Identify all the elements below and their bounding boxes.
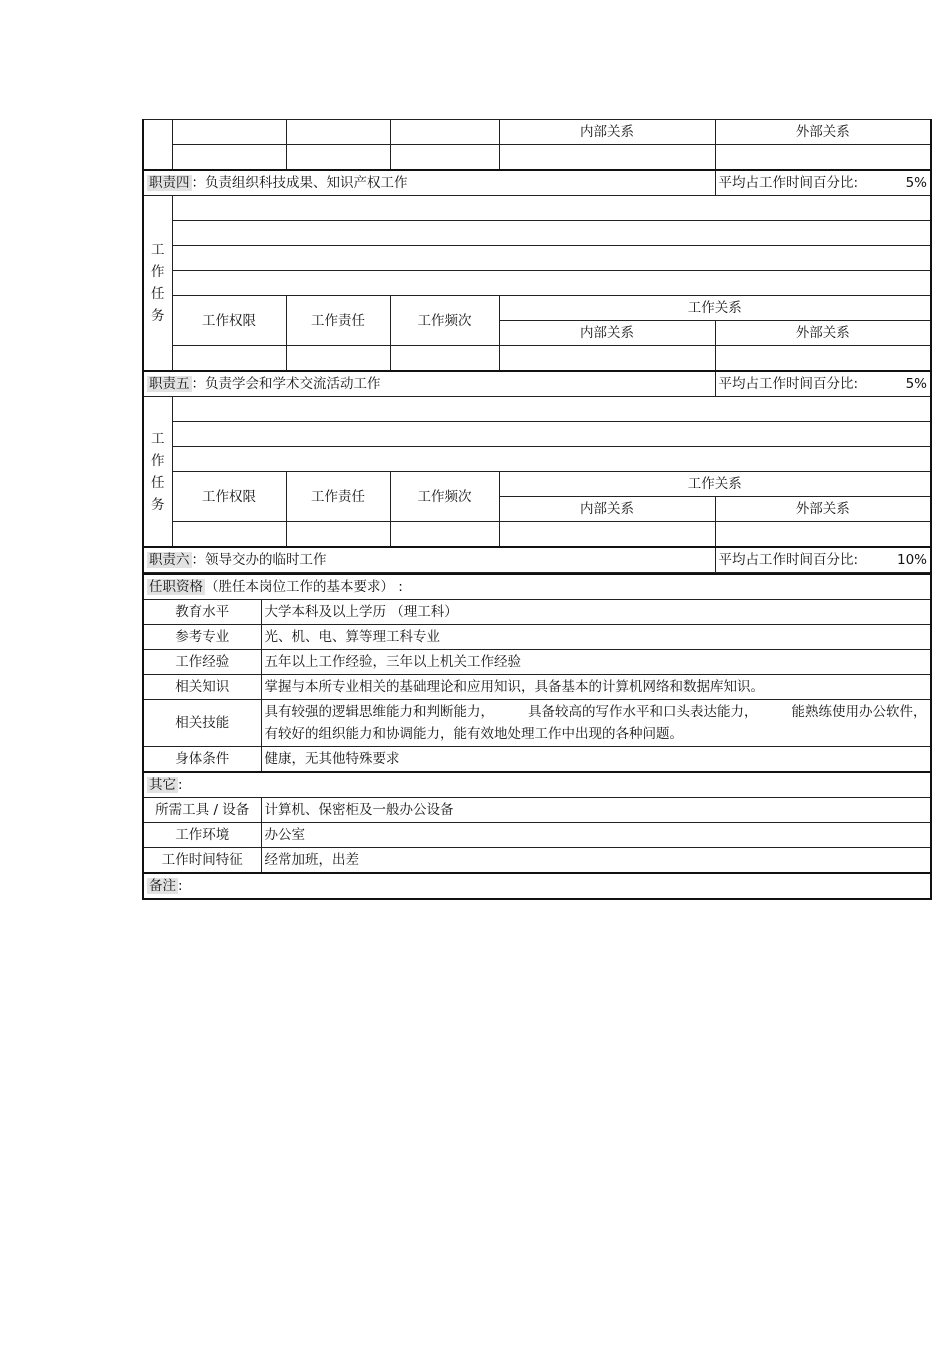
remarks-tag: 备注 [149, 878, 176, 894]
duty-desc: ：领导交办的临时工作 [191, 552, 327, 568]
duty-four-title [143, 170, 715, 196]
frequency-value-cell [390, 522, 499, 548]
duty-desc: ：负责组织科技成果、知识产权工作 [191, 175, 408, 191]
work-authority-header: 工作权限 [172, 296, 286, 346]
external-value-cell [715, 522, 931, 548]
authority-value-cell [172, 522, 286, 548]
task-line [172, 422, 931, 447]
responsibility-value-cell [286, 346, 390, 372]
duty-five-time-pct: 平均占工作时间百分比: 5% [715, 371, 931, 397]
external-value-cell [715, 346, 931, 372]
responsibility-value-cell [286, 522, 390, 548]
work-time-label: 工作时间特征 [143, 848, 261, 874]
task-line-row [143, 196, 931, 221]
duty-four-row [143, 170, 931, 196]
duty-four-time-pct: 平均占工作时间百分比: 5% [715, 170, 931, 196]
physical-value: 健康，无其他特殊要求 [261, 747, 931, 773]
work-task-label: 工 作 任 务 [143, 397, 172, 548]
education-value: 大学本科及以上学历 （理工科） [261, 600, 931, 625]
knowledge-label: 相关知识 [143, 675, 261, 700]
experience-value: 五年以上工作经验，三年以上机关工作经验 [261, 650, 931, 675]
knowledge-value: 掌握与本所专业相关的基础理论和应用知识，具备基本的计算机网络和数据库知识。 [261, 675, 931, 700]
work-frequency-header: 工作频次 [390, 472, 499, 522]
work-relations-header: 工作关系 [499, 472, 931, 497]
remarks-row [143, 873, 931, 899]
work-time-value: 经常加班，出差 [261, 848, 931, 874]
prev-task-label-cell [143, 120, 172, 171]
other-row [143, 823, 931, 848]
other-row [143, 798, 931, 823]
task-line [172, 271, 931, 296]
work-responsibility-header: 工作责任 [286, 472, 390, 522]
environment-value: 办公室 [261, 823, 931, 848]
duty-five-row [143, 371, 931, 397]
qualification-desc: （胜任本岗位工作的基本要求） : [205, 579, 403, 595]
internal-relations-header: 内部关系 [499, 497, 715, 522]
prev-duty-value-row [143, 145, 931, 171]
physical-label: 身体条件 [143, 747, 261, 773]
internal-relations-header: 内部关系 [499, 120, 715, 145]
remarks-header: 备注 : [143, 873, 931, 899]
qualification-row [143, 650, 931, 675]
task-line [172, 246, 931, 271]
task-line-row [143, 422, 931, 447]
duty-six-time-pct: 平均占工作时间百分比: 10% [715, 547, 931, 573]
qualification-header [143, 574, 931, 600]
education-label: 教育水平 [143, 600, 261, 625]
internal-value-cell [499, 522, 715, 548]
experience-label: 工作经验 [143, 650, 261, 675]
external-relations-header: 外部关系 [715, 321, 931, 346]
qualification-row [143, 675, 931, 700]
duty-table [142, 119, 932, 573]
other-row [143, 848, 931, 874]
qualification-header-row [143, 574, 931, 600]
major-label: 参考专业 [143, 625, 261, 650]
task-line [172, 221, 931, 246]
duty-five-title [143, 371, 715, 397]
task-line [172, 447, 931, 472]
work-authority-header: 工作权限 [172, 472, 286, 522]
duty-six-title [143, 547, 715, 573]
tools-label: 所需工具 / 设备 [143, 798, 261, 823]
work-frequency-header: 工作频次 [390, 296, 499, 346]
task-line-row [143, 271, 931, 296]
skills-value: 具有较强的逻辑思维能力和判断能力， 具备较高的写作水平和口头表达能力， 能熟练使用办公软件，有较好的组织能力和协调能力，能有效地处理工作中出现的各种问题。 [261, 700, 931, 747]
time-pct-value: 5% [905, 376, 927, 392]
internal-value-cell [499, 346, 715, 372]
major-value: 光、机、电、算等理工科专业 [261, 625, 931, 650]
task-line [172, 397, 931, 422]
duty-tag: 职责五 [149, 376, 190, 392]
qualification-row [143, 747, 931, 773]
work-value-row [143, 346, 931, 372]
task-line [172, 196, 931, 221]
duty-tag: 职责四 [149, 175, 190, 191]
work-header-row [143, 296, 931, 321]
task-line-row [143, 447, 931, 472]
qualification-row [143, 625, 931, 650]
work-header-row [143, 472, 931, 497]
task-line-row [143, 246, 931, 271]
responsibility-value-cell [286, 145, 390, 171]
skills-label: 相关技能 [143, 700, 261, 747]
external-relations-header: 外部关系 [715, 497, 931, 522]
frequency-value-cell [390, 145, 499, 171]
time-pct-value: 5% [905, 175, 927, 191]
other-header: 其它 : [143, 772, 931, 798]
task-line-row [143, 221, 931, 246]
task-line-row [143, 397, 931, 422]
duty-tag: 职责六 [149, 552, 190, 568]
work-value-row [143, 522, 931, 548]
tools-value: 计算机、保密柜及一般办公设备 [261, 798, 931, 823]
qualification-table [142, 573, 932, 900]
authority-value-cell [172, 145, 286, 171]
qualification-tag: 任职资格 [149, 579, 203, 595]
work-relations-header: 工作关系 [499, 296, 931, 321]
prev-duty-relations-header-row [143, 120, 931, 145]
other-tag: 其它 [149, 777, 176, 793]
job-description-document [142, 119, 930, 900]
internal-relations-header: 内部关系 [499, 321, 715, 346]
authority-value-cell [172, 346, 286, 372]
other-header-row [143, 772, 931, 798]
duty-six-row [143, 547, 931, 573]
qualification-row [143, 700, 931, 747]
qualification-row [143, 600, 931, 625]
environment-label: 工作环境 [143, 823, 261, 848]
external-value-cell [715, 145, 931, 171]
duty-desc: ：负责学会和学术交流活动工作 [191, 376, 381, 392]
work-task-label: 工 作 任 务 [143, 196, 172, 372]
time-pct-value: 10% [896, 552, 927, 568]
internal-value-cell [499, 145, 715, 171]
external-relations-header: 外部关系 [715, 120, 931, 145]
frequency-value-cell [390, 346, 499, 372]
work-responsibility-header: 工作责任 [286, 296, 390, 346]
